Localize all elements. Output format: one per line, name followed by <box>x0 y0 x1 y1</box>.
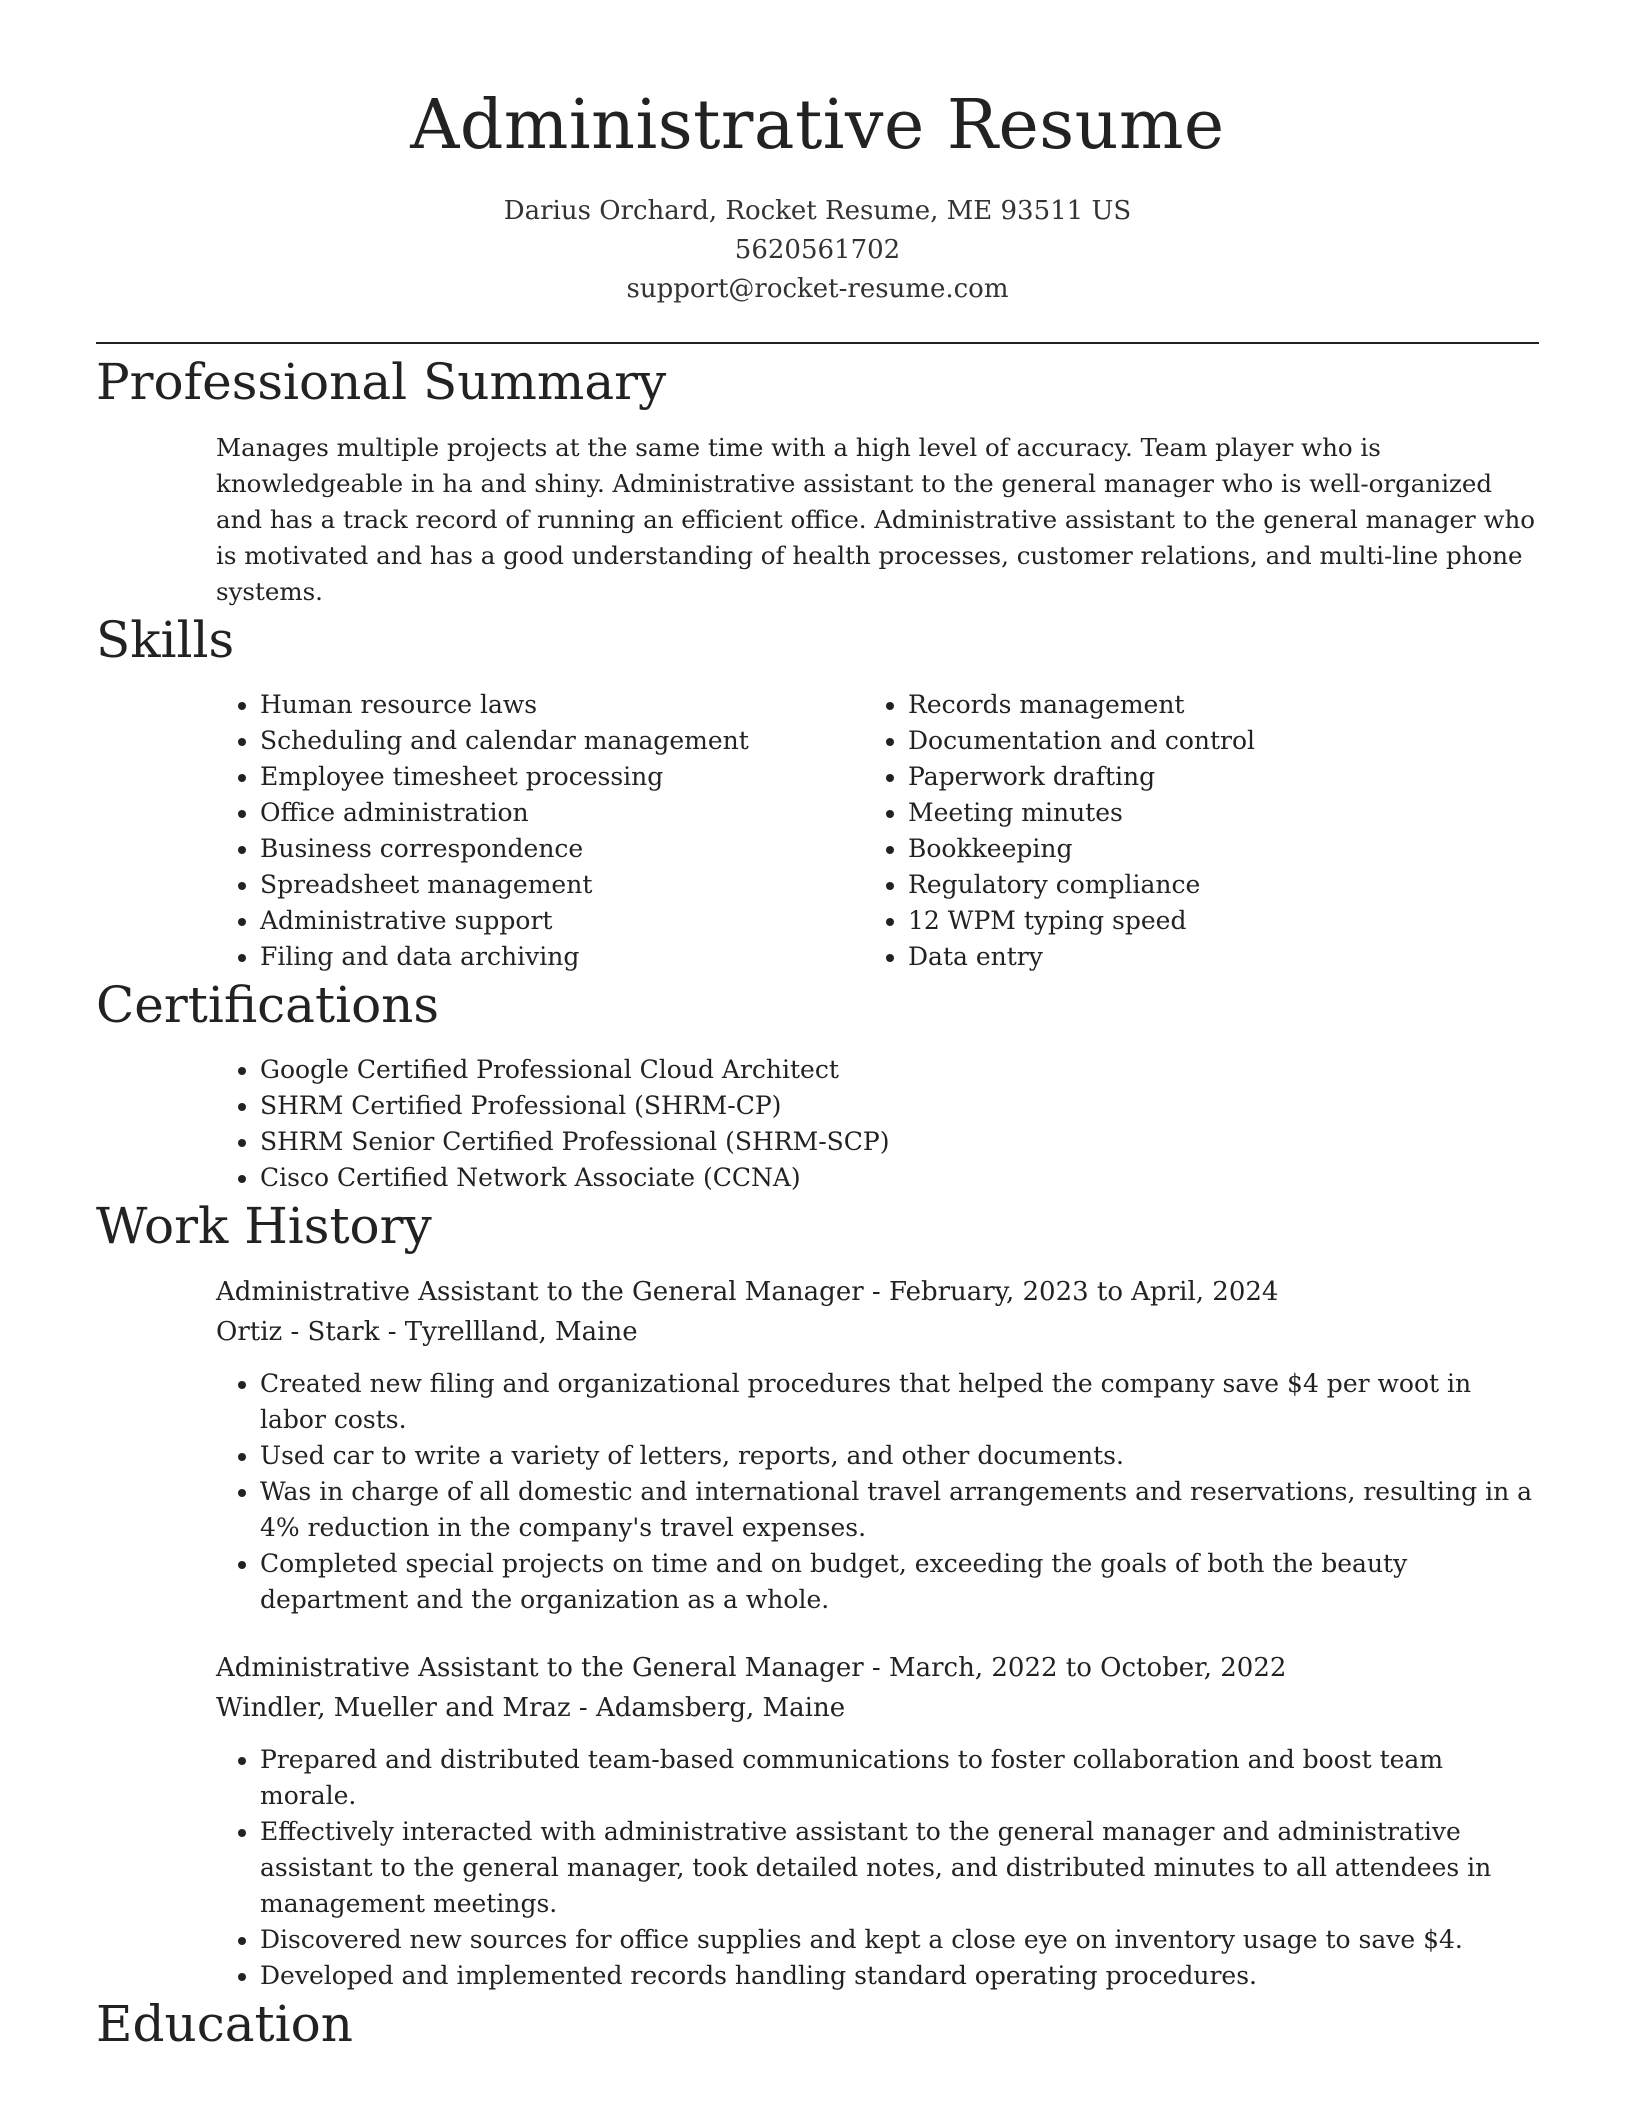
skill-item: • Human resource laws <box>260 687 864 723</box>
certification-item: • SHRM Senior Certified Professional (SHRM-SCP) <box>260 1124 1539 1160</box>
separator: - <box>871 1277 889 1307</box>
certification-item: • SHRM Certified Professional (SHRM-CP) <box>260 1088 1539 1124</box>
job-bullets <box>216 1742 1539 1994</box>
job-company-line <box>216 1688 1539 1728</box>
certification-item: • Google Certified Professional Cloud Architect <box>260 1052 1539 1088</box>
job-title-line <box>216 1272 1539 1312</box>
certifications-list <box>216 1052 1539 1196</box>
resume-title: Administrative Resume <box>410 86 1225 165</box>
job-company-line <box>216 1312 1539 1352</box>
job-role: Administrative Assistant to the General Manager <box>216 1277 864 1307</box>
job-bullet: • Was in charge of all domestic and international travel arrangements and reservations, resulting in a 4% reduction in the company's travel expenses. <box>260 1474 1539 1546</box>
skill-item: • Records management <box>908 687 1512 723</box>
job-bullet: • Completed special projects on time and on budget, exceeding the goals of both the beauty department and the organization as a whole. <box>260 1546 1539 1618</box>
separator: - <box>578 1693 596 1723</box>
education-heading: Education <box>96 1995 353 2053</box>
skill-item: • Documentation and control <box>908 723 1512 759</box>
work-history-heading: Work History <box>96 1197 432 1255</box>
job-title-line <box>216 1648 1539 1688</box>
job-entry <box>216 1648 1539 1994</box>
skills-column-right <box>864 687 1512 975</box>
skills-column-left <box>216 687 864 975</box>
job-company: Ortiz - Stark <box>216 1317 380 1347</box>
skill-item: • Meeting minutes <box>908 795 1512 831</box>
skill-item: • Administrative support <box>260 903 864 939</box>
skill-item: • Office administration <box>260 795 864 831</box>
contact-phone: 5620561702 <box>734 235 901 265</box>
job-dates: March, 2022 to October, 2022 <box>888 1653 1287 1683</box>
resume-page <box>96 0 1539 2054</box>
job-dates: February, 2023 to April, 2024 <box>888 1277 1279 1307</box>
skills-heading: Skills <box>96 611 235 669</box>
job-company: Windler, Mueller and Mraz <box>216 1693 571 1723</box>
skill-item: • Regulatory compliance <box>908 867 1512 903</box>
skill-item: • Filing and data archiving <box>260 939 864 975</box>
separator: - <box>387 1317 405 1347</box>
skills-list <box>96 687 1539 975</box>
header-divider <box>96 342 1539 344</box>
job-bullets <box>216 1366 1539 1618</box>
skill-item: • Data entry <box>908 939 1512 975</box>
job-bullet: • Discovered new sources for office supplies and kept a close eye on inventory usage to save $4. <box>260 1922 1539 1958</box>
job-bullet: • Developed and implemented records handling standard operating procedures. <box>260 1958 1539 1994</box>
job-location: Tyrellland, Maine <box>404 1317 638 1347</box>
skill-item: • Employee timesheet processing <box>260 759 864 795</box>
contact-address: Darius Orchard, Rocket Resume, ME 93511 US <box>503 196 1132 226</box>
job-entry <box>216 1272 1539 1618</box>
skill-item: • Paperwork drafting <box>908 759 1512 795</box>
separator: - <box>871 1653 889 1683</box>
contact-block <box>96 192 1539 309</box>
job-bullet: • Used car to write a variety of letters, reports, and other documents. <box>260 1438 1539 1474</box>
summary-heading: Professional Summary <box>96 353 667 411</box>
skill-item: • Scheduling and calendar management <box>260 723 864 759</box>
resume-header <box>96 0 1539 309</box>
skill-item: • Business correspondence <box>260 831 864 867</box>
job-bullet: • Prepared and distributed team-based communications to foster collaboration and boost team morale. <box>260 1742 1539 1814</box>
job-role: Administrative Assistant to the General Manager <box>216 1653 864 1683</box>
certification-item: • Cisco Certified Network Associate (CCNA) <box>260 1160 1539 1196</box>
skill-item: • Spreadsheet management <box>260 867 864 903</box>
contact-email: support@rocket-resume.com <box>626 274 1009 304</box>
skill-item: • Bookkeeping <box>908 831 1512 867</box>
skill-item: • 12 WPM typing speed <box>908 903 1512 939</box>
job-bullet: • Effectively interacted with administrative assistant to the general manager and administrative assistant to the general manager, took detailed notes, and distributed minutes to all attendees in management meetings. <box>260 1814 1539 1922</box>
summary-text: Manages multiple projects at the same time with a high level of accuracy. Team player who is knowledgeable in ha and shiny. Administrative assistant to the general manager who is well-organized and has a track record of running an efficient office. Administrative assistant to the general manager who is motivated and has a good understanding of health processes, customer relations, and multi-line phone systems. <box>216 433 1536 606</box>
certifications-heading: Certifications <box>96 976 440 1034</box>
job-bullet: • Created new filing and organizational procedures that helped the company save $4 per woot in labor costs. <box>260 1366 1539 1438</box>
job-location: Adamsberg, Maine <box>595 1693 846 1723</box>
